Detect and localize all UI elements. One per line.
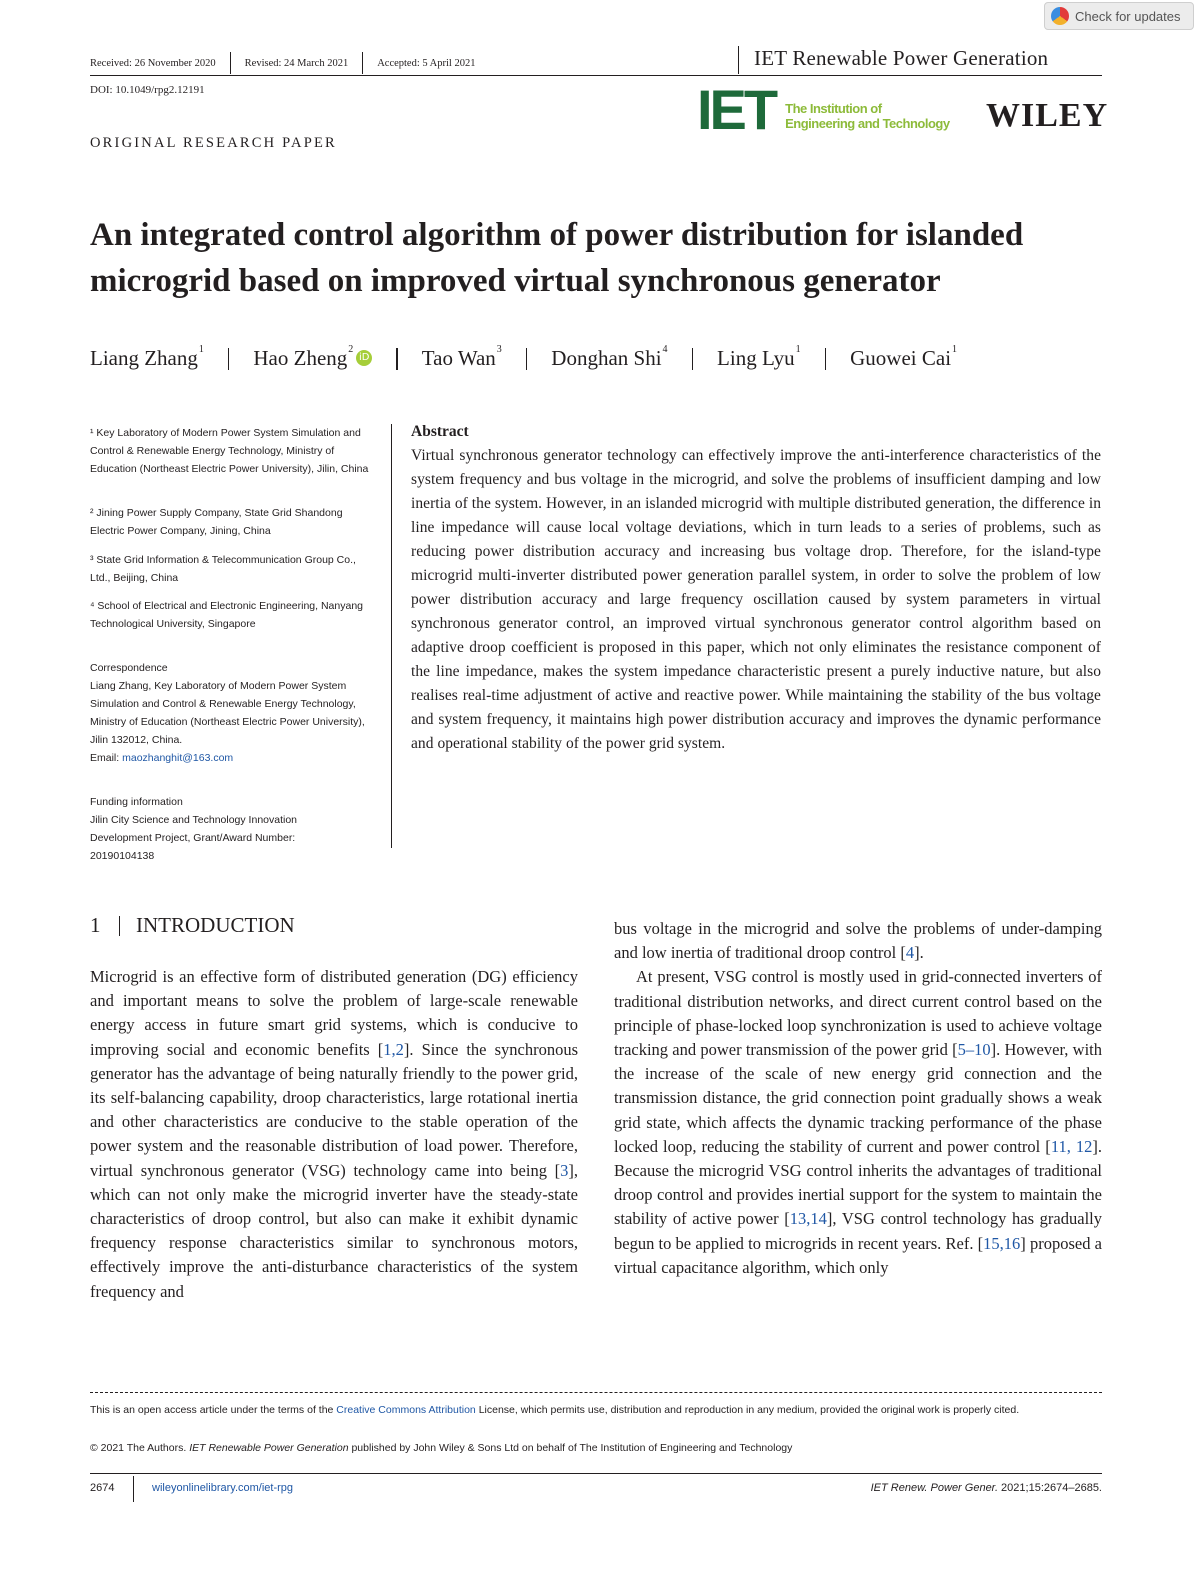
journal-url-link[interactable]: wileyonlinelibrary.com/iet-rpg — [152, 1482, 294, 1494]
correspondence-heading: Correspondence — [90, 662, 168, 674]
citation-link[interactable]: 4 — [905, 943, 915, 963]
header-rule — [90, 75, 1102, 76]
orcid-icon[interactable]: iD — [356, 350, 372, 366]
author[interactable] — [422, 346, 502, 371]
divider — [230, 52, 231, 74]
paragraph — [90, 965, 578, 1304]
author[interactable] — [850, 346, 957, 371]
body-column-left — [90, 965, 578, 1304]
paragraph-text: bus voltage in the microgrid and solve the problems of under-damping and low inertia of traditional droop control [ — [614, 919, 1102, 963]
received-date: Received: 26 November 2020 — [90, 57, 216, 69]
article-dates — [90, 52, 475, 74]
journal-title: IET Renewable Power Generation — [754, 46, 1049, 70]
divider — [362, 52, 363, 74]
email-link[interactable]: maozhanghit@163.com — [122, 752, 234, 764]
footer-rule — [90, 1473, 1102, 1474]
license-text: This is an open access article under the terms of the — [90, 1404, 337, 1416]
citation-link[interactable]: 1,2 — [383, 1039, 404, 1059]
license-link[interactable]: Creative Commons Attribution — [336, 1404, 476, 1416]
correspondence-text: Liang Zhang, Key Laboratory of Modern Power System Simulation and Control & Renewable Energy Technology, Ministry of Education (Northeast Electric Power University), Jilin 132012, China. — [90, 680, 365, 746]
author-affiliation-sup: 1 — [198, 344, 204, 355]
citation-link[interactable]: 3 — [560, 1160, 569, 1180]
citation-link[interactable]: 11, 12 — [1050, 1136, 1093, 1156]
paper-type: ORIGINAL RESEARCH PAPER — [90, 135, 337, 151]
paragraph-text: ]. Since the synchronous generator has the advantage of being naturally friendly to the power grid, its self-balancing capability, droop characteristics, large rotational inertia and other characteristics are conducive to the stable operation of the power system and the reasonable distribution of load power. Therefore, virtual synchronous generator (VSG) technology came into being [ — [90, 1039, 578, 1180]
iet-logo — [697, 78, 950, 141]
author-name: Guowei Cai — [850, 346, 952, 370]
citation-link[interactable]: 13,14 — [789, 1209, 827, 1229]
funding-heading: Funding information — [90, 796, 183, 808]
abstract-body: Virtual synchronous generator technology can effectively improve the anti-interference characteristics of the system frequency and bus voltage in the microgrid, and solve the problems of insufficient damping and low inertia of the system. However, in an islanded microgrid with multiple distributed generation, the difference in line impedance will cause local voltage deviations, which in turn leads to a series of problems, such as reducing power distribution accuracy and increasing bus voltage drop. Therefore, for the island-type microgrid multi-inverter distributed power generation parallel system, in order to solve the problem of low power distribution accuracy and large frequency oscillation caused by system parameters in virtual synchronous generator control, an improved virtual synchronous generator control algorithm based on adaptive droop coefficient is proposed in this paper, which not only eliminates the resistance component of the line impedance, makes the system impedance characteristic present a purely inductive nature, but also realises real-time adjustment of active and reactive power. While maintaining the stability of the bus voltage and system frequency, it maintains high power distribution accuracy and improves the dynamic performance and operational stability of the power grid system. — [411, 447, 1101, 752]
author-name: Tao Wan — [421, 346, 496, 370]
divider — [396, 348, 398, 370]
copyright-journal: IET Renewable Power Generation — [189, 1442, 349, 1454]
copyright-note — [90, 1439, 1102, 1457]
author-name: Liang Zhang — [90, 346, 198, 370]
affiliation-3: ³ State Grid Information & Telecommunication Group Co., Ltd., Beijing, China — [90, 554, 356, 584]
section-number: 1 — [90, 913, 101, 937]
divider — [228, 348, 230, 370]
paragraph-text: At present, VSG control is mostly used in grid-connected inverters of traditional distribution networks, and direct current control based on the principle of phase-locked loop synchronization is used to achieve voltage tracking and power transmission of the power grid [ — [614, 967, 1102, 1060]
author-list — [90, 346, 957, 371]
check-for-updates-button[interactable] — [1044, 2, 1194, 30]
author-affiliation-sup: 4 — [662, 344, 668, 355]
author-affiliation-sup: 1 — [795, 344, 801, 355]
paragraph-text: Microgrid is an effective form of distributed generation (DG) efficiency and important means to solve the problem of large-scale renewable energy access in future smart grid systems, which is conducive to improving social and economic benefits [ — [90, 967, 578, 1059]
copyright-text: © 2021 The Authors. — [90, 1442, 190, 1454]
section-heading — [90, 913, 295, 938]
paragraph-text: ]. Because the microgrid VSG control inherits the advantages of traditional droop control and provides inertial support for the system to maintain the stability of active power [ — [614, 1136, 1103, 1229]
funding-text: Jilin City Science and Technology Innovation Development Project, Grant/Award Number: 20190104138 — [90, 814, 298, 862]
check-for-updates-label: Check for updates — [1075, 8, 1181, 24]
divider — [119, 916, 121, 936]
footer-divider — [90, 1392, 1102, 1393]
citation-link[interactable]: 5–10 — [957, 1040, 991, 1060]
iet-logo-mark: IET — [697, 78, 776, 141]
license-text: License, which permits use, distribution and reproduction in any medium, provided the original work is properly cited. — [475, 1404, 1020, 1416]
paragraph — [614, 917, 1102, 965]
citation-journal: IET Renew. Power Gener. — [870, 1482, 998, 1494]
paragraph-text: ]. — [914, 943, 924, 963]
paragraph-text: ], which can not only make the microgrid inverter have the steady-state characteristics of droop control, but also can make it exhibit dynamic frequency response characteristics similar to synchronous motors, effectively improve the anti-disturbance characteristics of the system frequency and — [90, 1160, 578, 1301]
accepted-date: Accepted: 5 April 2021 — [377, 57, 476, 69]
affiliation-1: ¹ Key Laboratory of Modern Power System Simulation and Control & Renewable Energy Technology, Ministry of Education (Northeast Electric Power University), Jilin, China — [90, 427, 369, 475]
author-affiliation-sup: 1 — [952, 344, 958, 355]
author[interactable] — [253, 346, 372, 371]
copyright-text: published by John Wiley & Sons Ltd on behalf of The Institution of Engineering and Technology — [348, 1442, 793, 1454]
author[interactable] — [90, 346, 204, 371]
divider — [738, 46, 739, 74]
divider — [692, 348, 694, 370]
doi[interactable]: DOI: 10.1049/rpg2.12191 — [90, 84, 205, 96]
author[interactable] — [717, 346, 801, 371]
paragraph-text: ], VSG control technology has gradually begun to be applied to microgrids in recent years. Ref. [ — [614, 1209, 1102, 1253]
paper-title: An integrated control algorithm of power distribution for islanded microgrid based on improved virtual synchronous generator — [90, 217, 1024, 299]
paragraph-text: ]. However, with the increase of the scale of new energy grid connection and the transmission distance, the grid connection point gradually shows a weak grid state, which affects the dynamic tracking performance of the phase locked loop, reducing the stability of current and power control [ — [614, 1040, 1102, 1156]
paragraph-text: ] proposed a virtual capacitance algorithm, which only — [614, 1233, 1102, 1277]
column-divider — [391, 424, 392, 848]
iet-logo-text — [785, 101, 949, 132]
crossmark-icon — [1051, 7, 1069, 25]
author[interactable] — [551, 346, 667, 371]
author-affiliation-sup: 3 — [496, 344, 502, 355]
author-name: Hao Zheng — [253, 346, 348, 370]
iet-logo-text-line1: The Institution of — [785, 101, 882, 116]
email-label: Email: — [90, 752, 120, 764]
divider — [526, 348, 528, 370]
abstract-heading: Abstract — [411, 423, 469, 440]
revised-date: Revised: 24 March 2021 — [244, 57, 349, 69]
page-number: 2674 — [90, 1482, 115, 1494]
author-affiliation-sup: 2 — [348, 344, 354, 355]
body-column-right — [614, 917, 1102, 1280]
affiliation-2: ² Jining Power Supply Company, State Grid Shandong Electric Power Company, Jining, China — [90, 507, 343, 537]
author-name: Ling Lyu — [717, 346, 795, 370]
citation-details: 2021;15:2674–2685. — [998, 1482, 1102, 1494]
paragraph — [614, 965, 1102, 1280]
citation-line — [871, 1482, 1102, 1494]
wiley-logo: WILEY — [986, 97, 1109, 134]
divider — [825, 348, 827, 370]
citation-link[interactable]: 15,16 — [983, 1233, 1021, 1253]
license-note — [90, 1401, 1102, 1419]
iet-logo-text-line2: Engineering and Technology — [785, 116, 950, 131]
author-name: Donghan Shi — [551, 346, 662, 370]
divider — [133, 1476, 134, 1502]
affiliation-4: ⁴ School of Electrical and Electronic Engineering, Nanyang Technological University, Singapore — [90, 600, 363, 630]
correspondence-block — [90, 677, 375, 767]
section-title: INTRODUCTION — [136, 913, 295, 937]
